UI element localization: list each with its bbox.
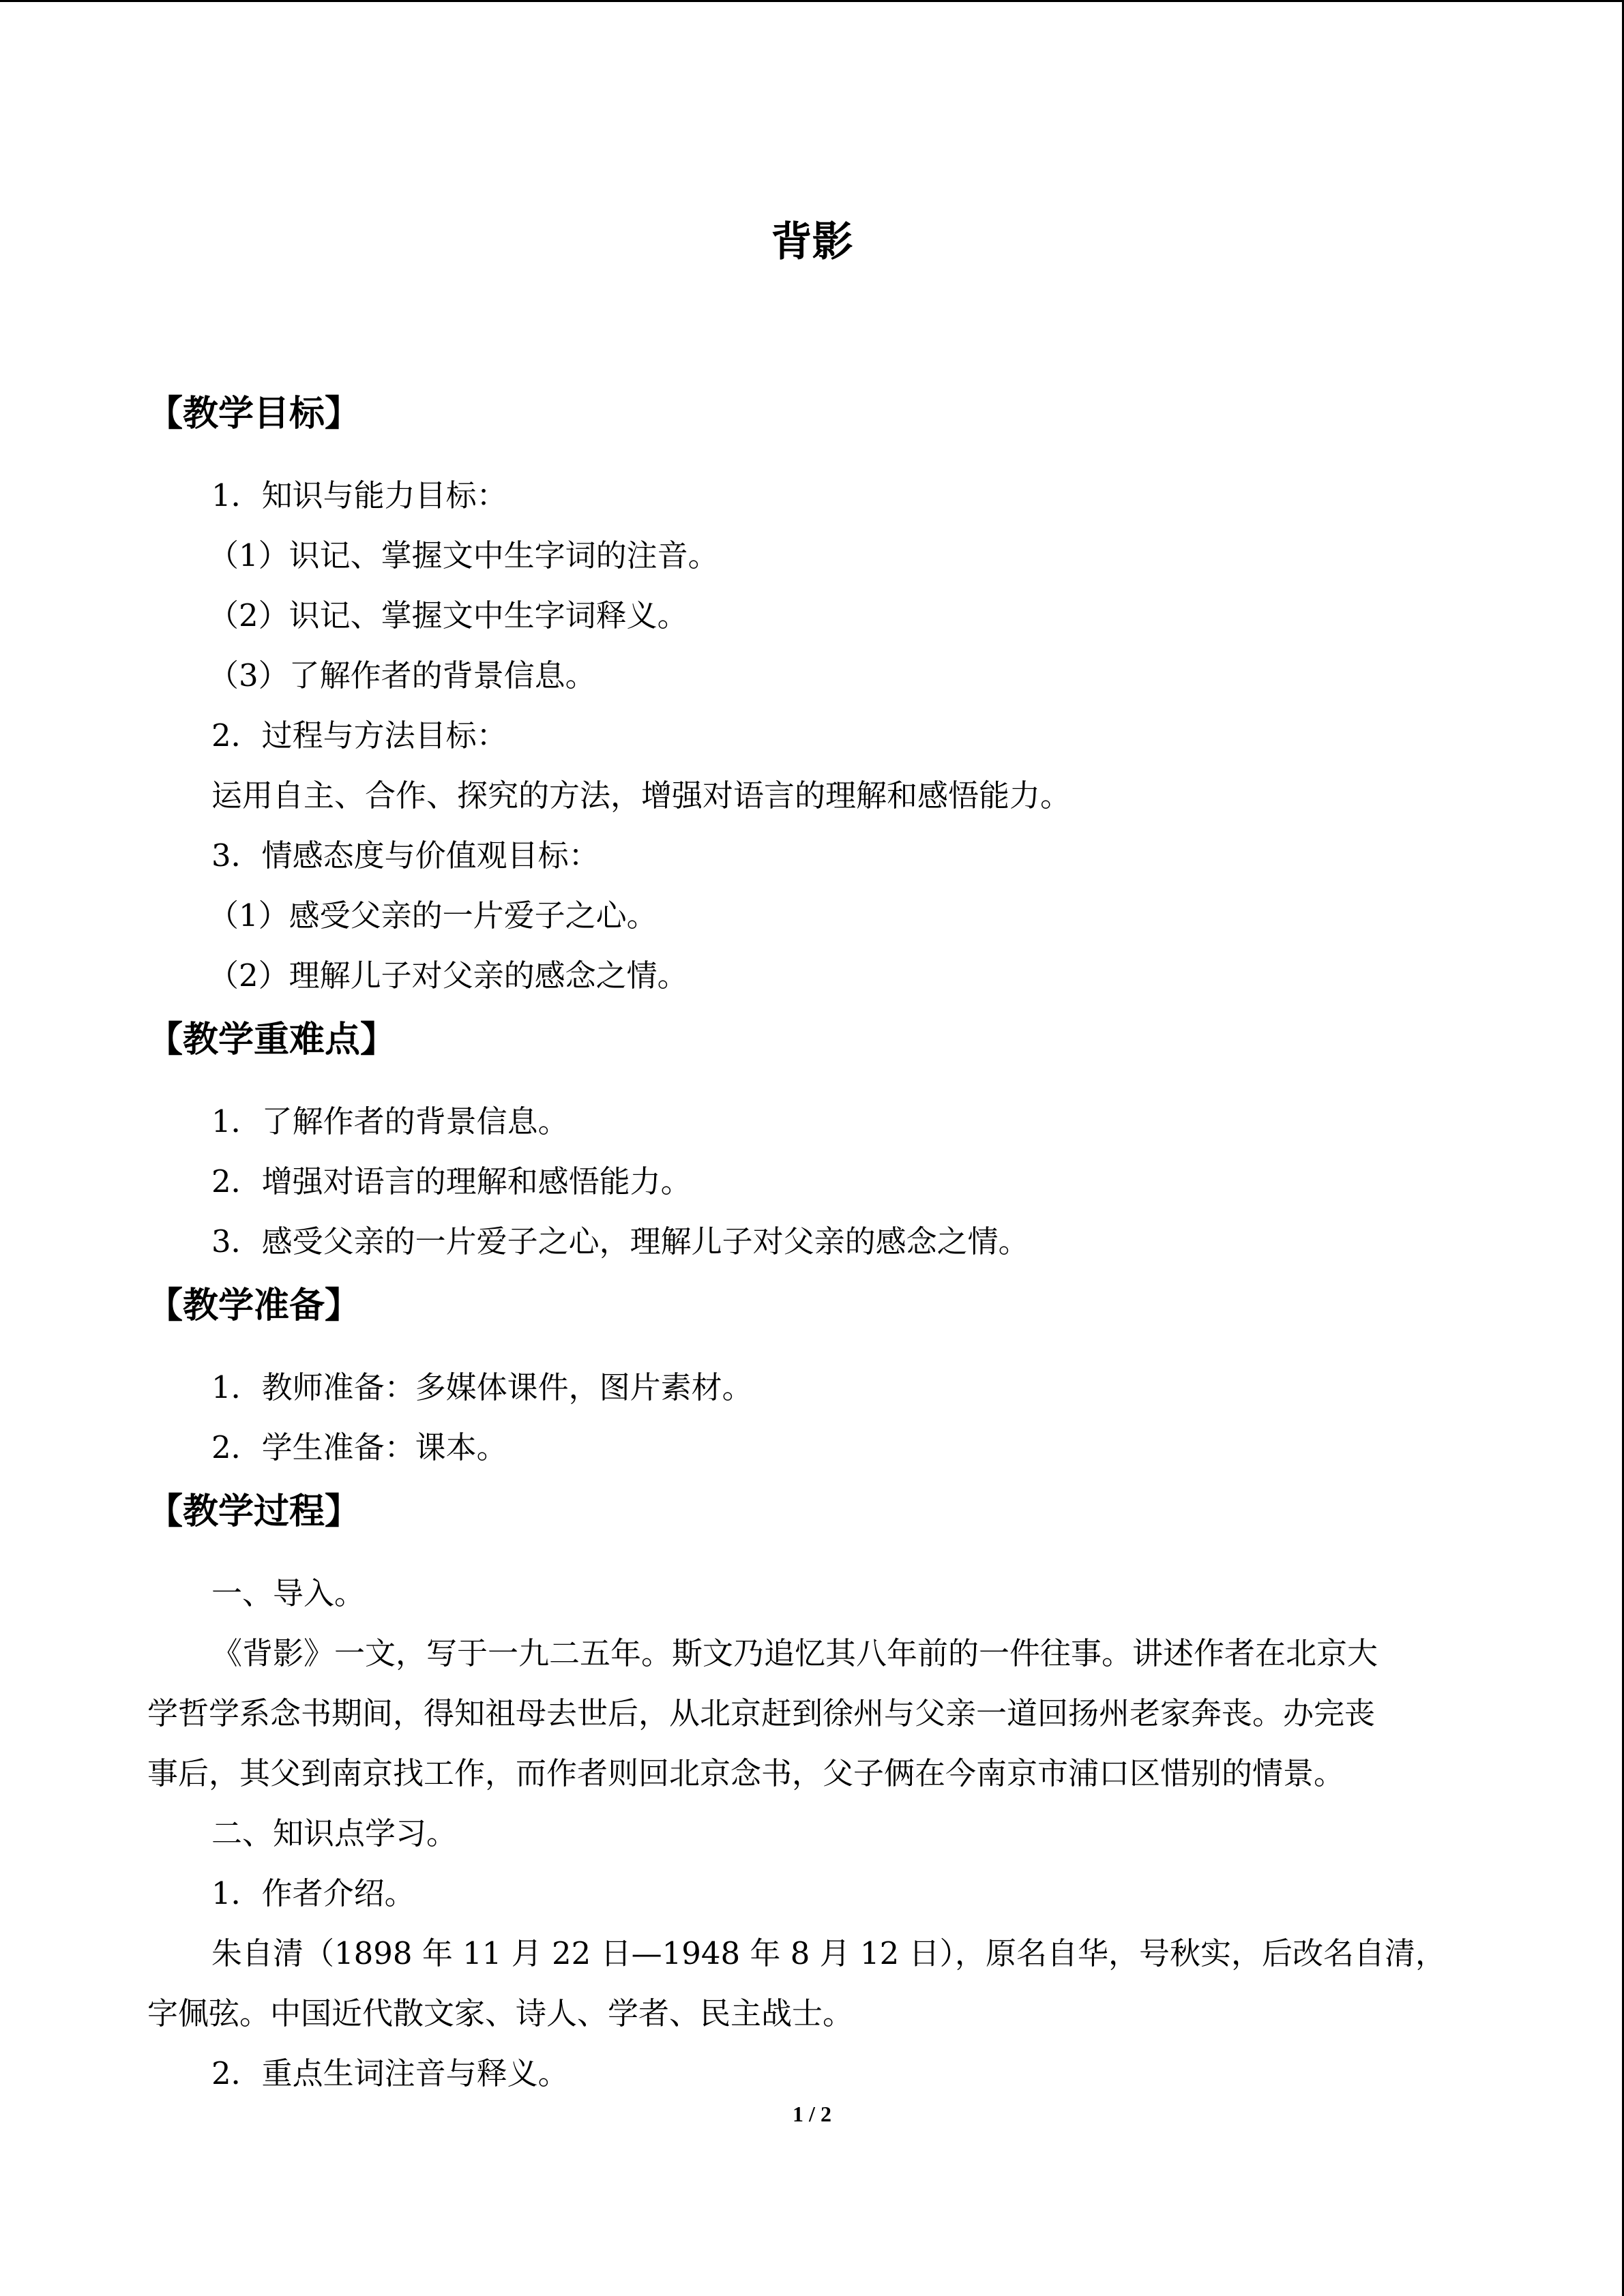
process-line: 学哲学系念书期间，得知祖母去世后，从北京赶到徐州与父亲一道回扬州老家奔丧。办完丧	[147, 1695, 1376, 1731]
key-point-line: 2．增强对语言的理解和感悟能力。	[211, 1163, 692, 1199]
preparation-line: 2．学生准备：课本。	[211, 1429, 507, 1465]
process-line: 《背影》一文，写于一九二五年。斯文乃追忆其八年前的一件往事。讲述作者在北京大	[211, 1635, 1378, 1671]
objective-line: （1）识记、掌握文中生字词的注音。	[208, 537, 719, 573]
section-heading-preparation: 【教学准备】	[147, 1285, 361, 1326]
section-heading-process: 【教学过程】	[147, 1491, 361, 1532]
objective-line: 1．知识与能力目标：	[211, 477, 507, 513]
section-heading-key-points: 【教学重难点】	[147, 1019, 396, 1060]
process-line: 事后，其父到南京找工作，而作者则回北京念书，父子俩在今南京市浦口区惜别的情景。	[147, 1755, 1345, 1791]
objective-line: 运用自主、合作、探究的方法，增强对语言的理解和感悟能力。	[211, 777, 1072, 814]
process-line: 朱自清（1898 年 11 月 22 日—1948 年 8 月 12 日），原名自华，号秋实，后改名自清，	[211, 1935, 1446, 1971]
document-title: 背影	[771, 218, 853, 266]
objective-line: 3．情感态度与价值观目标：	[211, 837, 600, 874]
process-line: 字佩弦。中国近代散文家、诗人、学者、民主战士。	[147, 1995, 854, 2031]
section-heading-objectives: 【教学目标】	[147, 393, 361, 434]
page-number: 1 / 2	[793, 2102, 831, 2126]
key-point-line: 1．了解作者的背景信息。	[211, 1103, 569, 1139]
objective-line: （3）了解作者的背景信息。	[208, 657, 596, 694]
process-line: 1．作者介绍。	[211, 1875, 415, 1911]
objective-line: （2）识记、掌握文中生字词释义。	[208, 597, 688, 633]
key-point-line: 3．感受父亲的一片爱子之心，理解儿子对父亲的感念之情。	[211, 1223, 1029, 1259]
objective-line: （2）理解儿子对父亲的感念之情。	[208, 957, 688, 994]
process-line: 2．重点生词注音与释义。	[211, 2055, 569, 2091]
process-line: 二、知识点学习。	[211, 1815, 458, 1851]
objective-line: 2．过程与方法目标：	[211, 717, 507, 754]
objective-line: （1）感受父亲的一片爱子之心。	[208, 897, 658, 934]
process-line: 一、导入。	[211, 1575, 366, 1611]
preparation-line: 1．教师准备：多媒体课件，图片素材。	[211, 1369, 753, 1405]
